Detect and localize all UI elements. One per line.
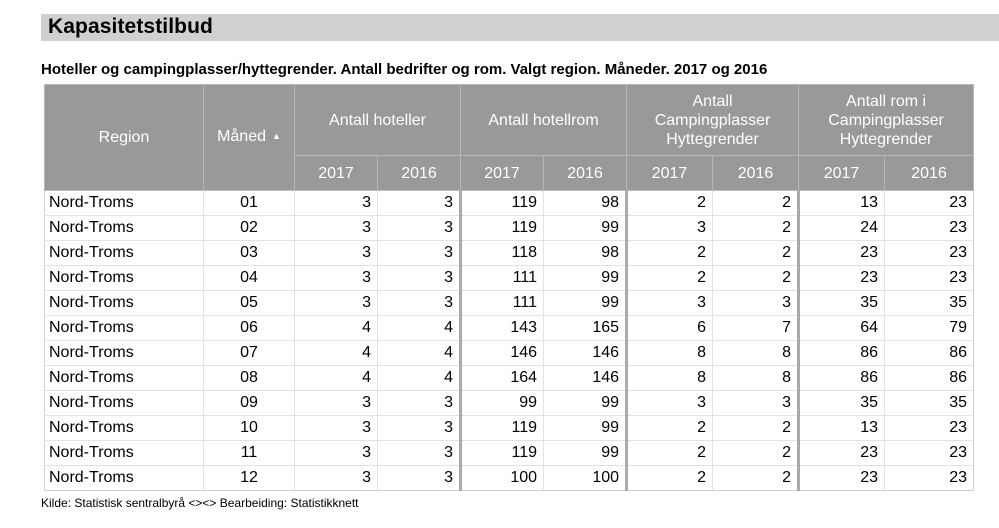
cell-value: 2 — [627, 191, 713, 216]
header-group-camping-rooms[interactable] — [799, 85, 974, 156]
cell-value: 35 — [799, 291, 885, 316]
cell-value: 3 — [295, 216, 378, 241]
cell-region: Nord-Troms — [45, 391, 204, 416]
table-row — [45, 191, 974, 216]
cell-value: 4 — [295, 316, 378, 341]
cell-value: 99 — [544, 266, 627, 291]
cell-value: 23 — [799, 241, 885, 266]
cell-value: 111 — [461, 266, 544, 291]
cell-region: Nord-Troms — [45, 341, 204, 366]
cell-value: 119 — [461, 191, 544, 216]
cell-value: 146 — [544, 366, 627, 391]
cell-value: 99 — [461, 391, 544, 416]
cell-value: 3 — [295, 416, 378, 441]
cell-region: Nord-Troms — [45, 441, 204, 466]
cell-value: 35 — [885, 391, 974, 416]
cell-value: 8 — [627, 341, 713, 366]
cell-value: 86 — [885, 366, 974, 391]
capacity-table — [44, 84, 974, 491]
cell-value: 164 — [461, 366, 544, 391]
cell-value: 86 — [885, 341, 974, 366]
cell-month: 09 — [204, 391, 295, 416]
header-group-label: Antall hoteller — [329, 111, 426, 129]
cell-value: 119 — [461, 216, 544, 241]
cell-value: 3 — [378, 291, 461, 316]
table-row — [45, 316, 974, 341]
table-header — [45, 85, 974, 191]
cell-region: Nord-Troms — [45, 191, 204, 216]
cell-value: 23 — [799, 266, 885, 291]
cell-value: 99 — [544, 291, 627, 316]
cell-value: 3 — [713, 291, 799, 316]
cell-month: 06 — [204, 316, 295, 341]
cell-value: 64 — [799, 316, 885, 341]
cell-month: 05 — [204, 291, 295, 316]
header-year[interactable]: 2016 — [544, 156, 627, 191]
cell-value: 2 — [627, 441, 713, 466]
cell-region: Nord-Troms — [45, 266, 204, 291]
cell-value: 23 — [885, 466, 974, 491]
cell-value: 8 — [713, 341, 799, 366]
cell-value: 98 — [544, 241, 627, 266]
header-year[interactable]: 2017 — [799, 156, 885, 191]
table-row — [45, 416, 974, 441]
cell-region: Nord-Troms — [45, 316, 204, 341]
cell-value: 2 — [627, 466, 713, 491]
header-group-label: Antall hotellrom — [488, 111, 599, 129]
cell-region: Nord-Troms — [45, 366, 204, 391]
cell-value: 3 — [627, 391, 713, 416]
cell-value: 3 — [378, 416, 461, 441]
cell-value: 3 — [378, 191, 461, 216]
header-month-label: Måned — [217, 128, 266, 145]
cell-value: 99 — [544, 216, 627, 241]
cell-value: 4 — [295, 366, 378, 391]
cell-value: 99 — [544, 441, 627, 466]
cell-region: Nord-Troms — [45, 466, 204, 491]
cell-value: 100 — [544, 466, 627, 491]
cell-value: 8 — [713, 366, 799, 391]
cell-value: 3 — [378, 216, 461, 241]
page-title: Kapasitetstilbud — [48, 15, 213, 38]
cell-value: 3 — [627, 216, 713, 241]
cell-value: 3 — [295, 241, 378, 266]
cell-value: 100 — [461, 466, 544, 491]
cell-value: 8 — [627, 366, 713, 391]
header-year[interactable]: 2016 — [713, 156, 799, 191]
cell-value: 2 — [713, 191, 799, 216]
cell-month: 08 — [204, 366, 295, 391]
cell-month: 03 — [204, 241, 295, 266]
cell-value: 2 — [713, 441, 799, 466]
table-row — [45, 441, 974, 466]
table-row — [45, 466, 974, 491]
cell-value: 3 — [378, 241, 461, 266]
header-month[interactable] — [204, 85, 295, 191]
cell-value: 2 — [627, 416, 713, 441]
header-group-label: Antall Campingplasser Hyttegrender — [654, 92, 771, 148]
table-subtitle: Hoteller og campingplasser/hyttegrender. Antall bedrifter og rom. Valgt region. Måneder. 2017 og 2016 — [41, 61, 768, 78]
cell-value: 23 — [885, 441, 974, 466]
cell-value: 23 — [885, 241, 974, 266]
cell-value: 3 — [295, 391, 378, 416]
cell-value: 3 — [295, 191, 378, 216]
cell-value: 3 — [378, 391, 461, 416]
cell-value: 3 — [713, 391, 799, 416]
cell-value: 165 — [544, 316, 627, 341]
cell-value: 3 — [295, 441, 378, 466]
header-year[interactable]: 2017 — [461, 156, 544, 191]
cell-value: 4 — [378, 366, 461, 391]
cell-value: 143 — [461, 316, 544, 341]
cell-month: 11 — [204, 441, 295, 466]
cell-value: 3 — [378, 466, 461, 491]
cell-value: 3 — [378, 441, 461, 466]
cell-value: 2 — [713, 216, 799, 241]
cell-value: 2 — [713, 466, 799, 491]
cell-value: 3 — [627, 291, 713, 316]
table-row — [45, 216, 974, 241]
cell-value: 23 — [799, 441, 885, 466]
table-row — [45, 341, 974, 366]
cell-value: 146 — [461, 341, 544, 366]
table-body — [45, 191, 974, 491]
cell-value: 7 — [713, 316, 799, 341]
cell-value: 23 — [885, 266, 974, 291]
cell-region: Nord-Troms — [45, 241, 204, 266]
table-row — [45, 391, 974, 416]
cell-value: 24 — [799, 216, 885, 241]
header-year[interactable]: 2016 — [885, 156, 974, 191]
cell-value: 2 — [713, 241, 799, 266]
capacity-table-container — [44, 84, 973, 491]
cell-month: 07 — [204, 341, 295, 366]
header-region[interactable]: Region — [45, 85, 204, 191]
cell-value: 4 — [378, 341, 461, 366]
cell-month: 10 — [204, 416, 295, 441]
cell-month: 04 — [204, 266, 295, 291]
header-group-hotel-rooms[interactable] — [461, 85, 627, 156]
sort-ascending-icon[interactable]: ▲ — [272, 131, 281, 141]
cell-value: 86 — [799, 341, 885, 366]
header-year[interactable]: 2016 — [378, 156, 461, 191]
cell-value: 2 — [713, 266, 799, 291]
cell-value: 4 — [295, 341, 378, 366]
cell-value: 4 — [378, 316, 461, 341]
cell-value: 35 — [799, 391, 885, 416]
cell-value: 111 — [461, 291, 544, 316]
cell-region: Nord-Troms — [45, 216, 204, 241]
cell-value: 3 — [295, 291, 378, 316]
table-row — [45, 266, 974, 291]
cell-month: 02 — [204, 216, 295, 241]
header-group-hotels[interactable] — [295, 85, 461, 156]
cell-value: 98 — [544, 191, 627, 216]
cell-month: 01 — [204, 191, 295, 216]
cell-value: 23 — [885, 416, 974, 441]
cell-value: 3 — [295, 466, 378, 491]
cell-value: 99 — [544, 391, 627, 416]
cell-value: 3 — [378, 266, 461, 291]
cell-month: 12 — [204, 466, 295, 491]
cell-value: 119 — [461, 441, 544, 466]
cell-value: 23 — [799, 466, 885, 491]
cell-value: 2 — [713, 416, 799, 441]
cell-value: 13 — [799, 416, 885, 441]
header-group-label: Antall rom i Campingplasser Hyttegrender — [828, 92, 944, 148]
cell-value: 6 — [627, 316, 713, 341]
header-group-camping[interactable] — [627, 85, 799, 156]
cell-value: 118 — [461, 241, 544, 266]
cell-value: 3 — [295, 266, 378, 291]
cell-value: 2 — [627, 241, 713, 266]
table-row — [45, 241, 974, 266]
cell-value: 146 — [544, 341, 627, 366]
header-year[interactable]: 2017 — [627, 156, 713, 191]
cell-region: Nord-Troms — [45, 416, 204, 441]
cell-value: 99 — [544, 416, 627, 441]
cell-value: 23 — [885, 216, 974, 241]
header-year[interactable]: 2017 — [295, 156, 378, 191]
cell-value: 79 — [885, 316, 974, 341]
cell-value: 119 — [461, 416, 544, 441]
table-row — [45, 366, 974, 391]
cell-value: 86 — [799, 366, 885, 391]
cell-value: 23 — [885, 191, 974, 216]
table-row — [45, 291, 974, 316]
cell-value: 13 — [799, 191, 885, 216]
cell-region: Nord-Troms — [45, 291, 204, 316]
cell-value: 2 — [627, 266, 713, 291]
cell-value: 35 — [885, 291, 974, 316]
source-note: Kilde: Statistisk sentralbyrå <><> Bearbeiding: Statistikknett — [41, 496, 359, 510]
title-bar — [41, 14, 999, 41]
